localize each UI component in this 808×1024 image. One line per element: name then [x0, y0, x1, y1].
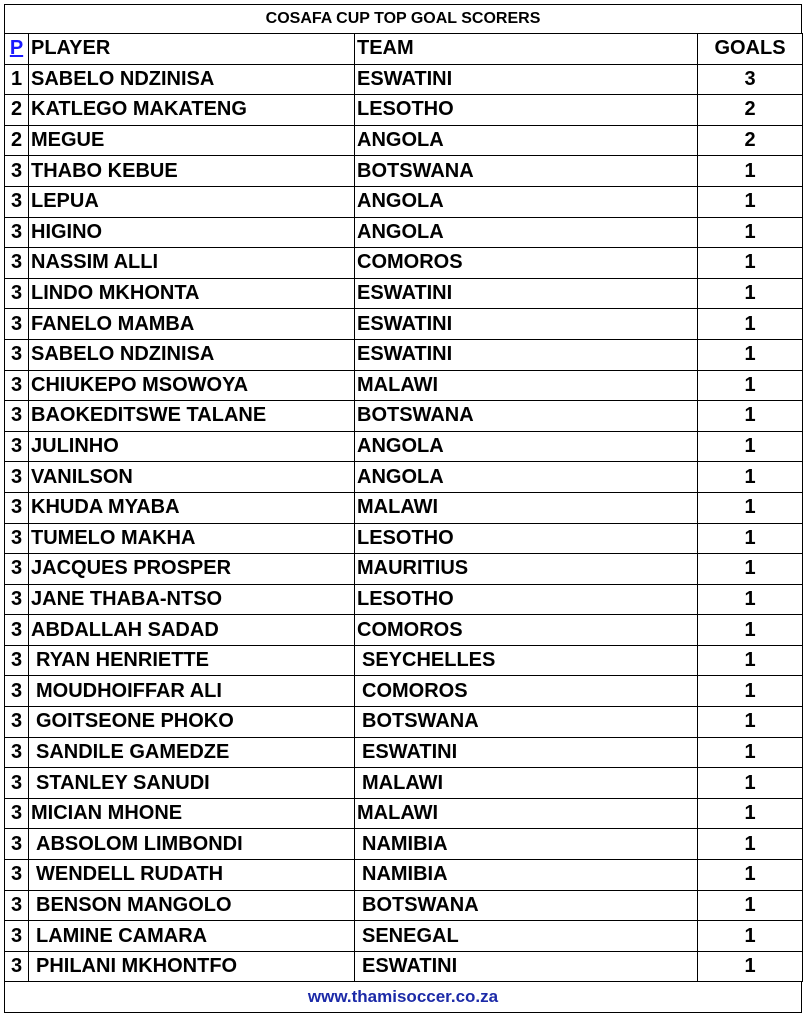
team-cell: MALAWI — [355, 370, 698, 401]
goals-cell: 1 — [698, 431, 803, 462]
goals-cell: 1 — [698, 584, 803, 615]
goals-cell: 1 — [698, 523, 803, 554]
player-cell: LEPUA — [29, 186, 355, 217]
table-row — [5, 737, 803, 768]
position-cell: 3 — [5, 921, 29, 952]
table-row — [5, 95, 803, 126]
goals-cell: 1 — [698, 248, 803, 279]
goals-cell: 1 — [698, 401, 803, 432]
table-row — [5, 186, 803, 217]
player-cell: FANELO MAMBA — [29, 309, 355, 340]
player-cell: MOUDHOIFFAR ALI — [29, 676, 355, 707]
player-cell: STANLEY SANUDI — [29, 768, 355, 799]
position-cell: 3 — [5, 339, 29, 370]
table-row — [5, 554, 803, 585]
player-cell: RYAN HENRIETTE — [29, 645, 355, 676]
position-cell: 3 — [5, 370, 29, 401]
team-cell: ESWATINI — [355, 278, 698, 309]
goals-cell: 1 — [698, 921, 803, 952]
player-cell: LAMINE CAMARA — [29, 921, 355, 952]
position-cell: 2 — [5, 125, 29, 156]
header-goals: GOALS — [698, 34, 803, 65]
team-cell: BOTSWANA — [355, 707, 698, 738]
table-row — [5, 860, 803, 891]
position-cell: 3 — [5, 186, 29, 217]
position-cell: 3 — [5, 707, 29, 738]
goals-cell: 1 — [698, 554, 803, 585]
team-cell: ESWATINI — [355, 951, 698, 982]
player-cell: VANILSON — [29, 462, 355, 493]
table-row — [5, 798, 803, 829]
header-team: TEAM — [355, 34, 698, 65]
table-row — [5, 492, 803, 523]
goals-cell: 1 — [698, 339, 803, 370]
player-cell: CHIUKEPO MSOWOYA — [29, 370, 355, 401]
team-cell: BOTSWANA — [355, 890, 698, 921]
table-row — [5, 615, 803, 646]
goals-cell: 1 — [698, 186, 803, 217]
table-row — [5, 125, 803, 156]
team-cell: BOTSWANA — [355, 401, 698, 432]
table-row — [5, 339, 803, 370]
header-player: PLAYER — [29, 34, 355, 65]
player-cell: JACQUES PROSPER — [29, 554, 355, 585]
team-cell: BOTSWANA — [355, 156, 698, 187]
goals-cell: 1 — [698, 829, 803, 860]
table-row — [5, 462, 803, 493]
position-cell: 3 — [5, 829, 29, 860]
team-cell: SEYCHELLES — [355, 645, 698, 676]
position-cell: 3 — [5, 309, 29, 340]
position-cell: 3 — [5, 554, 29, 585]
goals-cell: 1 — [698, 492, 803, 523]
position-cell: 3 — [5, 462, 29, 493]
table-row — [5, 309, 803, 340]
table-row — [5, 431, 803, 462]
table-row — [5, 217, 803, 248]
player-cell: ABSOLOM LIMBONDI — [29, 829, 355, 860]
goals-cell: 1 — [698, 645, 803, 676]
goals-cell: 1 — [698, 676, 803, 707]
player-cell: KHUDA MYABA — [29, 492, 355, 523]
player-cell: HIGINO — [29, 217, 355, 248]
goals-cell: 1 — [698, 737, 803, 768]
table-row — [5, 829, 803, 860]
player-cell: BENSON MANGOLO — [29, 890, 355, 921]
position-cell: 3 — [5, 278, 29, 309]
team-cell: ESWATINI — [355, 64, 698, 95]
table-row — [5, 645, 803, 676]
goals-cell: 1 — [698, 798, 803, 829]
team-cell: COMOROS — [355, 676, 698, 707]
header-position[interactable] — [5, 34, 29, 65]
header-row — [5, 34, 803, 65]
position-cell: 1 — [5, 64, 29, 95]
goals-cell: 3 — [698, 64, 803, 95]
table-row — [5, 951, 803, 982]
player-cell: MICIAN MHONE — [29, 798, 355, 829]
position-cell: 3 — [5, 584, 29, 615]
table-row — [5, 156, 803, 187]
position-cell: 3 — [5, 951, 29, 982]
goals-cell: 2 — [698, 125, 803, 156]
team-cell: MALAWI — [355, 768, 698, 799]
position-cell: 3 — [5, 248, 29, 279]
table-row — [5, 64, 803, 95]
position-cell: 3 — [5, 890, 29, 921]
team-cell: NAMIBIA — [355, 829, 698, 860]
team-cell: ESWATINI — [355, 309, 698, 340]
goals-cell: 1 — [698, 309, 803, 340]
player-cell: THABO KEBUE — [29, 156, 355, 187]
position-cell: 3 — [5, 615, 29, 646]
player-cell: SABELO NDZINISA — [29, 64, 355, 95]
table-row — [5, 584, 803, 615]
goals-cell: 1 — [698, 951, 803, 982]
team-cell: ANGOLA — [355, 186, 698, 217]
player-cell: KATLEGO MAKATENG — [29, 95, 355, 126]
table-row — [5, 278, 803, 309]
player-cell: PHILANI MKHONTFO — [29, 951, 355, 982]
team-cell: NAMIBIA — [355, 860, 698, 891]
team-cell: COMOROS — [355, 248, 698, 279]
position-cell: 3 — [5, 645, 29, 676]
team-cell: ANGOLA — [355, 462, 698, 493]
player-cell: NASSIM ALLI — [29, 248, 355, 279]
table-row — [5, 890, 803, 921]
position-cell: 3 — [5, 768, 29, 799]
goals-cell: 2 — [698, 95, 803, 126]
team-cell: ANGOLA — [355, 125, 698, 156]
position-cell: 3 — [5, 156, 29, 187]
table-title: COSAFA CUP TOP GOAL SCORERS — [4, 4, 802, 33]
position-cell: 3 — [5, 431, 29, 462]
goals-cell: 1 — [698, 156, 803, 187]
table-row — [5, 676, 803, 707]
player-cell: MEGUE — [29, 125, 355, 156]
team-cell: MALAWI — [355, 798, 698, 829]
player-cell: WENDELL RUDATH — [29, 860, 355, 891]
position-cell: 3 — [5, 492, 29, 523]
website-footer: www.thamisoccer.co.za — [4, 982, 802, 1013]
team-cell: ESWATINI — [355, 737, 698, 768]
scorers-table — [4, 33, 803, 982]
goals-cell: 1 — [698, 890, 803, 921]
goals-cell: 1 — [698, 768, 803, 799]
player-cell: LINDO MKHONTA — [29, 278, 355, 309]
goals-cell: 1 — [698, 860, 803, 891]
player-cell: SABELO NDZINISA — [29, 339, 355, 370]
team-cell: LESOTHO — [355, 523, 698, 554]
team-cell: MAURITIUS — [355, 554, 698, 585]
team-cell: SENEGAL — [355, 921, 698, 952]
player-cell: JANE THABA-NTSO — [29, 584, 355, 615]
position-sort-link[interactable]: P — [9, 37, 24, 60]
position-cell: 3 — [5, 401, 29, 432]
position-cell: 2 — [5, 95, 29, 126]
player-cell: GOITSEONE PHOKO — [29, 707, 355, 738]
team-cell: ANGOLA — [355, 431, 698, 462]
table-row — [5, 921, 803, 952]
scorers-sheet — [4, 4, 802, 1013]
goals-cell: 1 — [698, 217, 803, 248]
position-cell: 3 — [5, 798, 29, 829]
player-cell: JULINHO — [29, 431, 355, 462]
player-cell: BAOKEDITSWE TALANE — [29, 401, 355, 432]
team-cell: MALAWI — [355, 492, 698, 523]
table-row — [5, 248, 803, 279]
team-cell: LESOTHO — [355, 584, 698, 615]
table-row — [5, 707, 803, 738]
position-cell: 3 — [5, 676, 29, 707]
team-cell: LESOTHO — [355, 95, 698, 126]
goals-cell: 1 — [698, 278, 803, 309]
table-row — [5, 768, 803, 799]
table-row — [5, 370, 803, 401]
table-row — [5, 401, 803, 432]
team-cell: COMOROS — [355, 615, 698, 646]
position-cell: 3 — [5, 523, 29, 554]
table-row — [5, 523, 803, 554]
position-cell: 3 — [5, 217, 29, 248]
team-cell: ESWATINI — [355, 339, 698, 370]
team-cell: ANGOLA — [355, 217, 698, 248]
player-cell: SANDILE GAMEDZE — [29, 737, 355, 768]
player-cell: TUMELO MAKHA — [29, 523, 355, 554]
goals-cell: 1 — [698, 615, 803, 646]
goals-cell: 1 — [698, 462, 803, 493]
position-cell: 3 — [5, 860, 29, 891]
position-cell: 3 — [5, 737, 29, 768]
player-cell: ABDALLAH SADAD — [29, 615, 355, 646]
goals-cell: 1 — [698, 707, 803, 738]
goals-cell: 1 — [698, 370, 803, 401]
